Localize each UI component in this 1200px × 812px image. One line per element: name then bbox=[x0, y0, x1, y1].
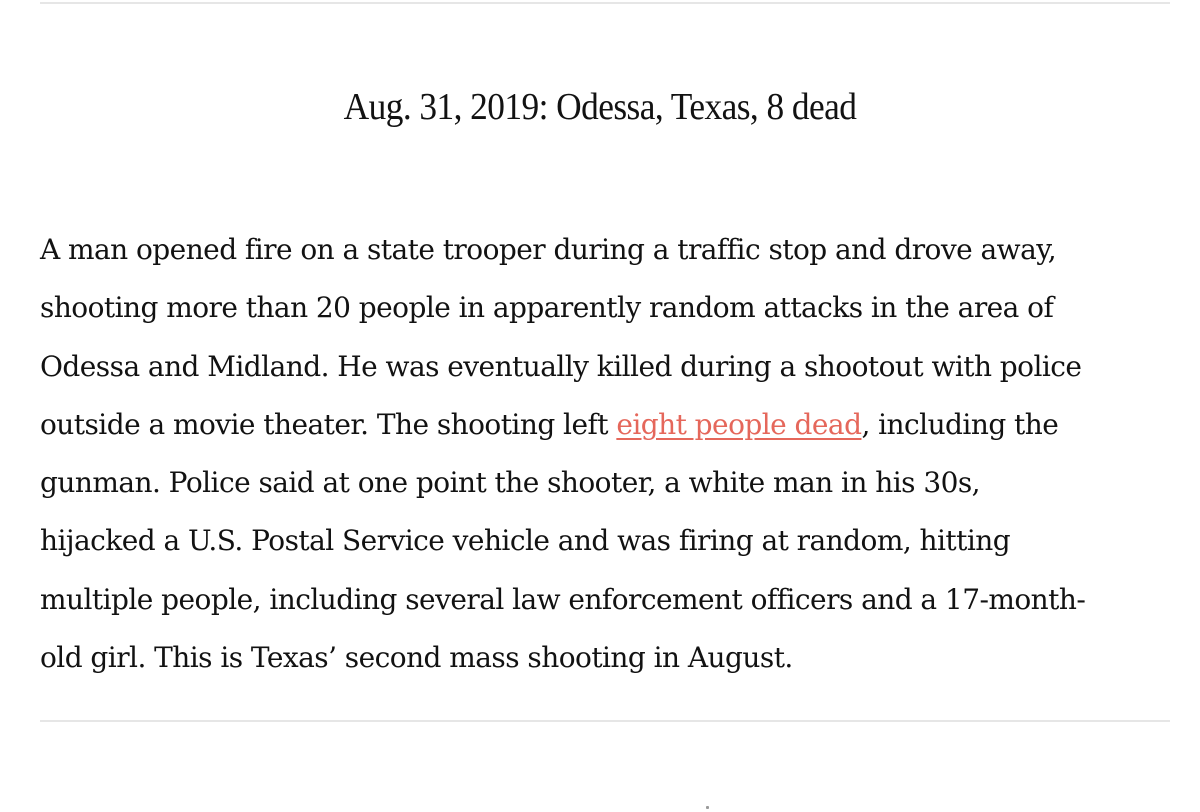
paragraph-line-7: multiple people, including several law enforcement officers and a 17-month- bbox=[40, 582, 1086, 616]
eight-people-dead-link[interactable]: eight people dead bbox=[616, 407, 862, 441]
bottom-divider bbox=[40, 720, 1170, 722]
top-divider bbox=[40, 2, 1170, 4]
paragraph-line-1: A man opened fire on a state trooper during a traffic stop and drove away, bbox=[40, 233, 1057, 266]
paragraph-line-8: old girl. This is Texas’ second mass shooting in August. bbox=[40, 641, 793, 675]
paragraph-line-3: Odessa and Midland. He was eventually killed during a shootout with police bbox=[40, 349, 1082, 383]
paragraph-line-4 bbox=[40, 396, 1180, 454]
article-paragraph bbox=[40, 221, 1180, 687]
paragraph-line-5: gunman. Police said at one point the shooter, a white man in his 30s, bbox=[40, 466, 981, 500]
paragraph-line-4-end: , including the bbox=[861, 407, 1059, 441]
paragraph-line-2: shooting more than 20 people in apparently random attacks in the area of bbox=[40, 291, 1054, 325]
paragraph-line-4-start: outside a movie theater. The shooting left bbox=[40, 407, 617, 441]
section-heading: Aug. 31, 2019: Odessa, Texas, 8 dead bbox=[343, 86, 857, 128]
next-section-hint bbox=[706, 806, 709, 809]
paragraph-line-6: hijacked a U.S. Postal Service vehicle and was firing at random, hitting bbox=[40, 524, 1011, 558]
